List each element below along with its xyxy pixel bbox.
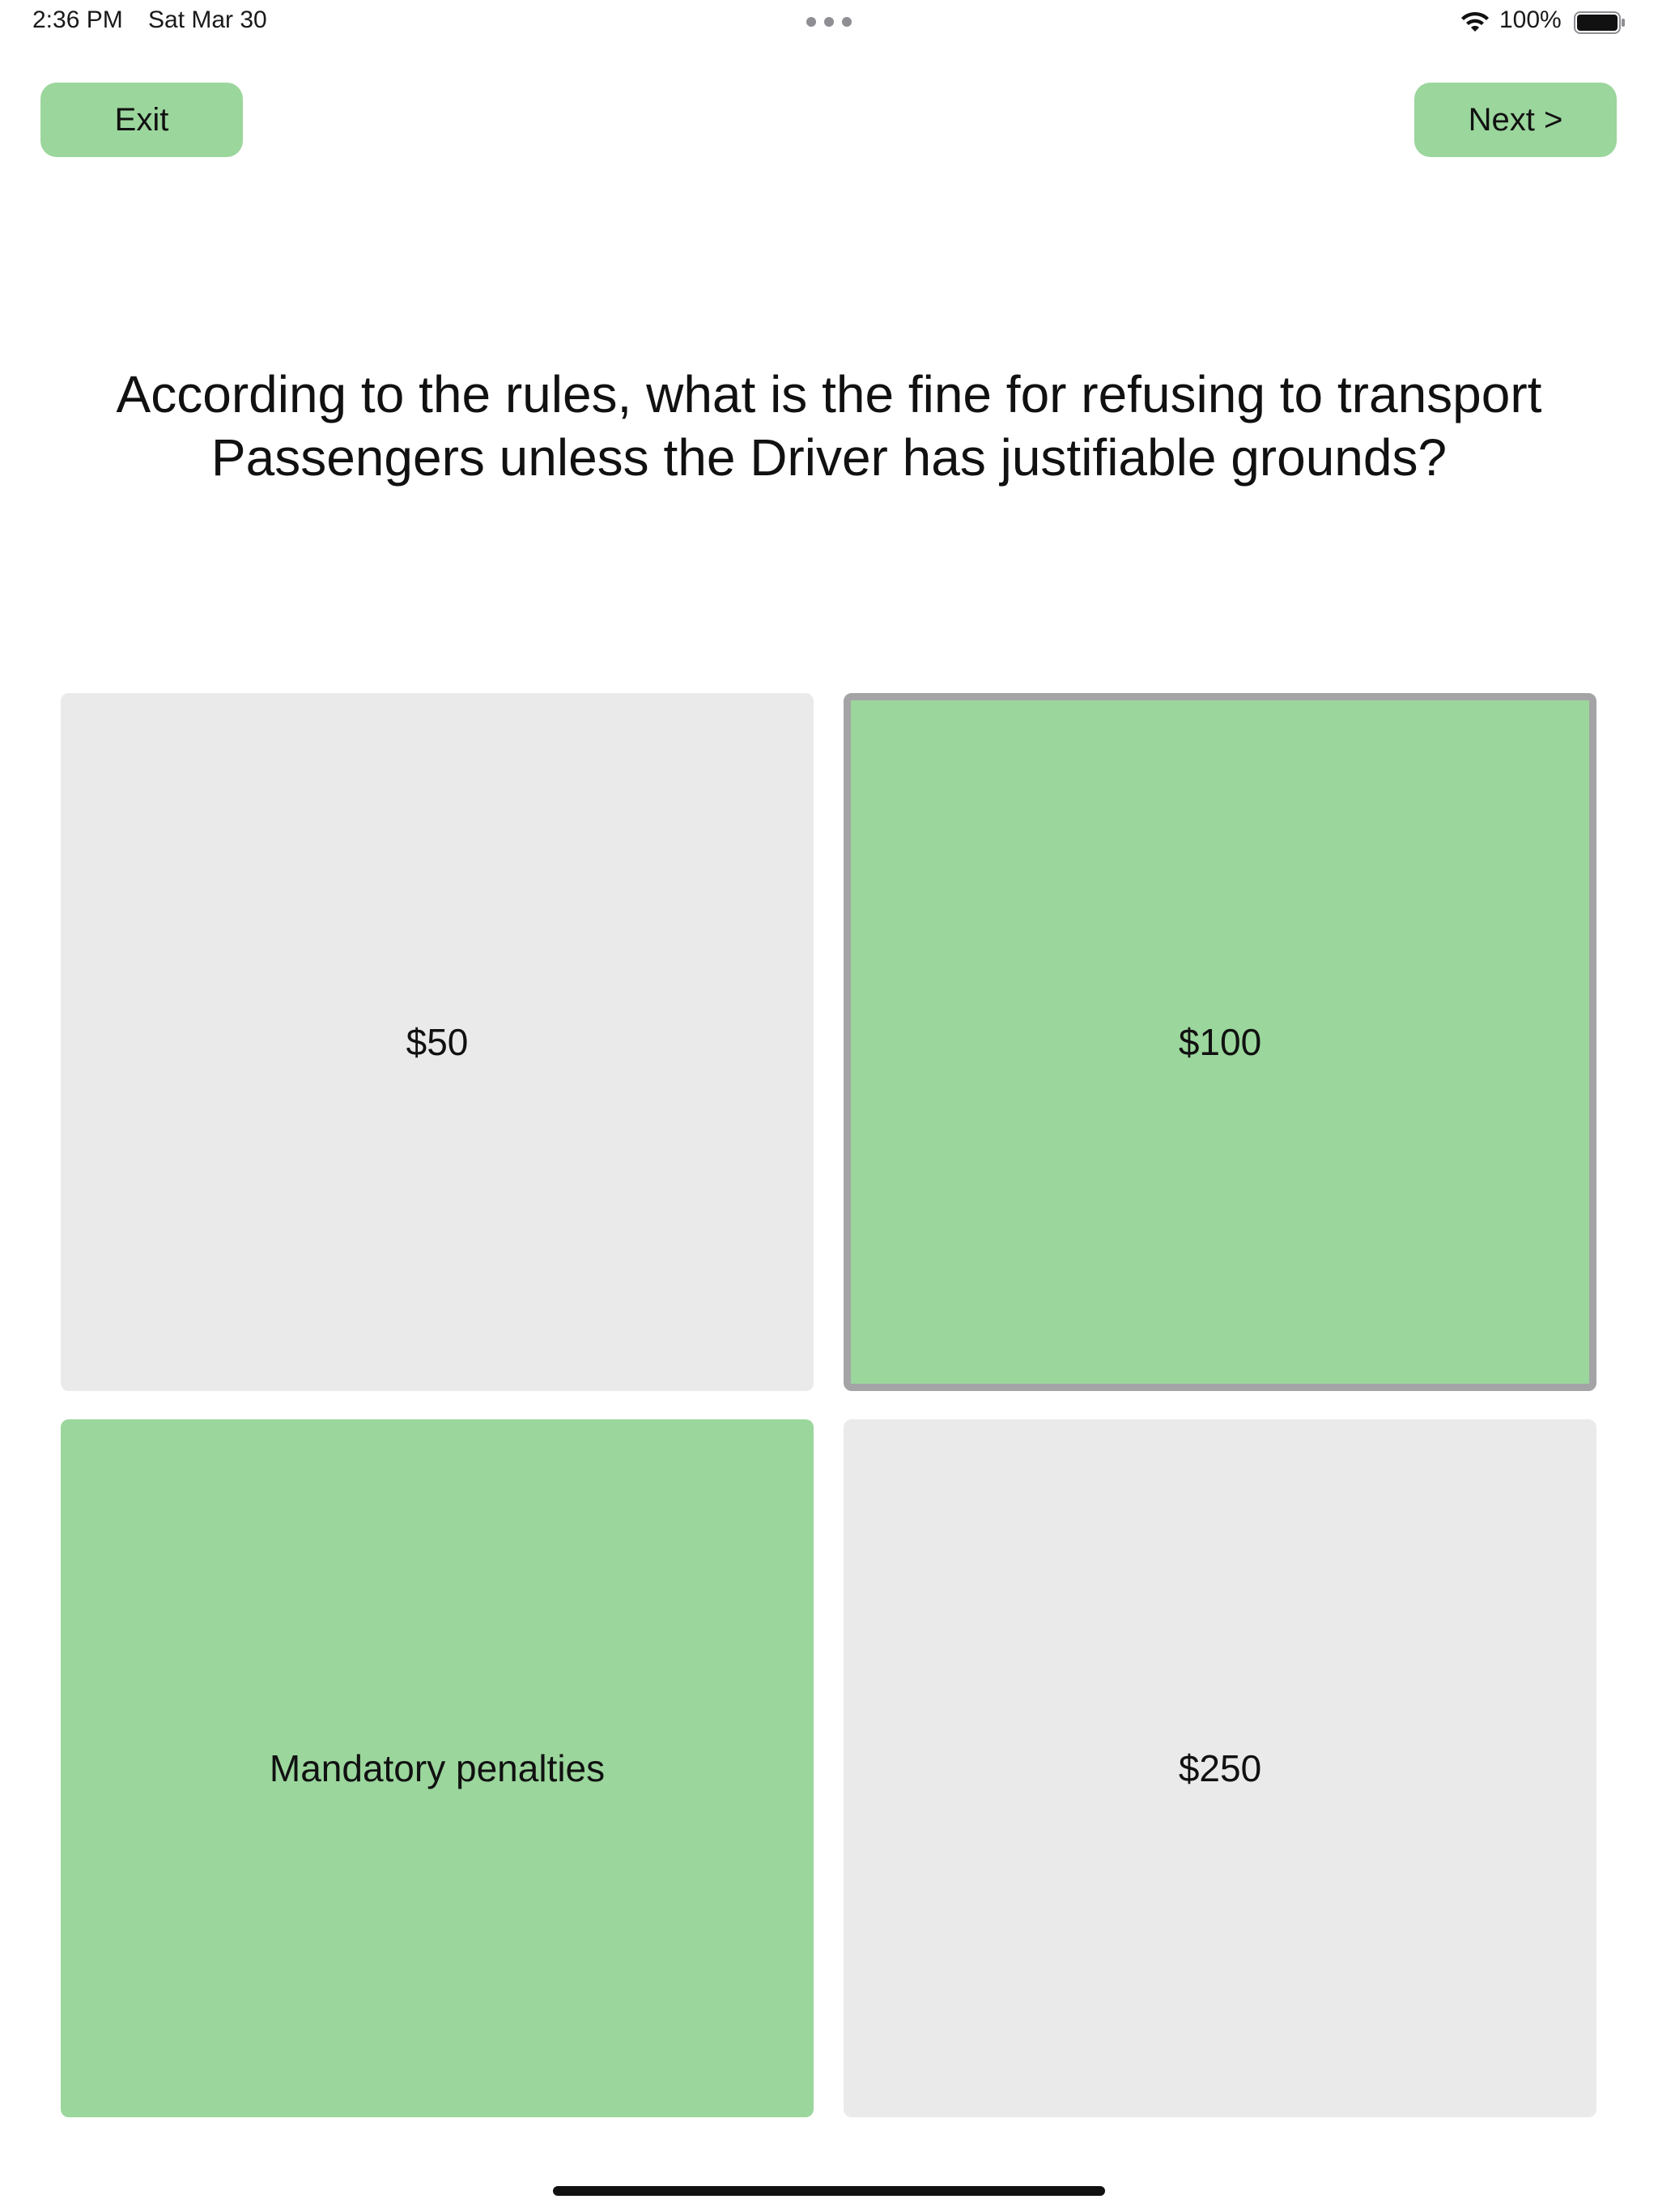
answer-label: Mandatory penalties: [269, 1747, 606, 1789]
answer-option-1[interactable]: [61, 693, 814, 1391]
home-indicator[interactable]: [553, 2186, 1105, 2196]
answer-label: $100: [1178, 1021, 1262, 1063]
answer-option-4[interactable]: [844, 1419, 1596, 2117]
question-text: According to the rules, what is the fine for refusing to transport Passengers unless the Driver has justifiable grounds?: [116, 365, 1542, 487]
exit-button[interactable]: Exit: [40, 83, 243, 157]
status-time: 2:36 PM: [32, 6, 123, 33]
wifi-icon: [1460, 10, 1490, 34]
answer-label: $250: [1178, 1747, 1262, 1789]
battery-icon: [1574, 11, 1626, 34]
battery-percentage: 100%: [1499, 6, 1562, 33]
multitasking-dots-icon[interactable]: [806, 16, 852, 28]
next-button[interactable]: Next >: [1414, 83, 1617, 157]
answer-option-2[interactable]: [844, 693, 1596, 1391]
status-date: Sat Mar 30: [148, 6, 267, 33]
answer-option-3[interactable]: [61, 1419, 814, 2117]
answer-label: $50: [406, 1021, 469, 1063]
status-bar: [0, 0, 1658, 45]
